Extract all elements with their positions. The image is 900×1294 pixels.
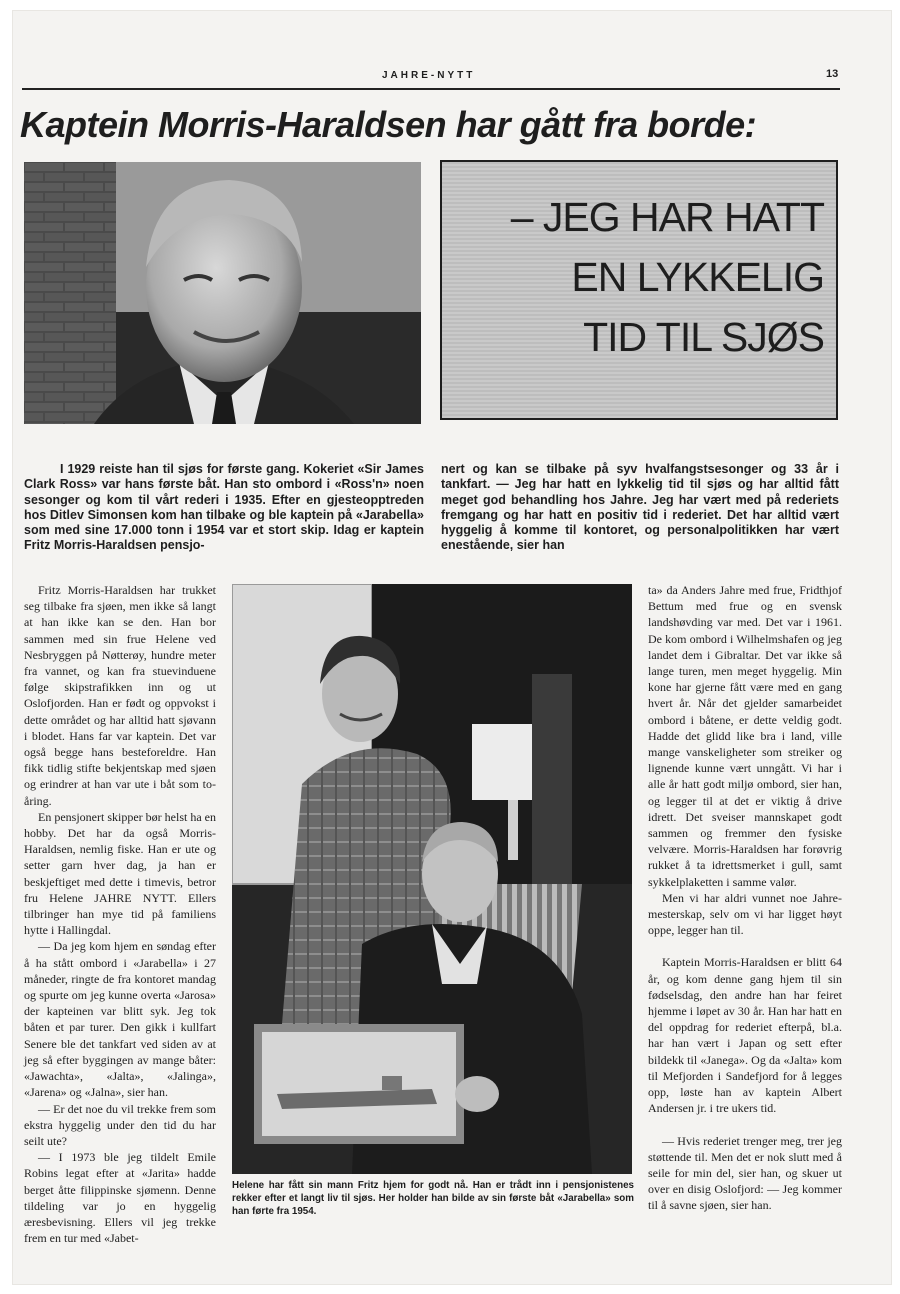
- body-paragraph: — I 1973 ble jeg tildelt Emile Robins legat efter at «Jarita» hadde berget åtte filippinske sjømenn. Denne tildeling var jo en hyggelig æresbevisning. Ellers vil jeg trekke frem en tur med «Jabet-: [24, 1150, 216, 1246]
- paragraph-gap: [648, 938, 842, 954]
- body-paragraph: — Da jeg kom hjem en søndag efter å ha stått ombord i «Jarabella» i 27 måneder, ringte de fra kontoret mandag og spurte om jeg kunne overta «Jarosa» der kapteinen var blitt syk. Jeg tok båten et par turer. Den gikk i kullfart Senere ble det tankfart ved siden av at jeg så efter byggingen av mange båter: «Jawachta», «Jalta», «Jalinga», «Jarena» og «Jalna», sier han.: [24, 939, 216, 1100]
- body-paragraph: — Hvis rederiet trenger meg, trer jeg støttende til. Men det er nok slutt med å seile for min del, sier han, og skuer ut over en disig Oslofjord: — Jeg kommer til å savne sjøen, sier han.: [648, 1133, 842, 1213]
- lead-paragraph-right: nert og kan se tilbake på syv hvalfangstsesonger og 33 år i tankfart. — Jeg har hatt en lykkelig tid til sjøs og har alltid fått meget god behandling hos Jahre. Jeg har vært med på rederiets fremgang og har hatt en positiv tid i rederiet. Det har alltid vært hyggelig å komme til kontoret, og personalpolitikken har vært enestående, sier han: [441, 462, 839, 553]
- body-paragraph: Fritz Morris-Haraldsen har trukket seg tilbake fra sjøen, men ikke så langt at han ikke kan se den. Han bor sammen med sin frue Helene ved Nesbryggen på Nøtterøy, hundre meter fra vannet, og kan fra stuevinduene følge skipstrafikken inn og ut Oslofjorden. Han er født og oppvokst i dette området og har alltid hatt sjøvann i blodet. Hans far var kaptein. Det var også begge hans besteforeldre. Han fikk tidlig stifte bekjentskap med sjøen og erindrer at han var ute i båt som to-åring.: [24, 583, 216, 808]
- pull-quote-line: EN LYKKELIG: [571, 254, 824, 300]
- publication-name: JAHRE-NYTT: [382, 70, 476, 81]
- lead-paragraph-left: I 1929 reiste han til sjøs for første gang. Kokeriet «Sir James Clark Ross» var hans første båt. Han sto ombord i «Ross'n» noen sesonger og kom til vårt rederi i 1935. Efter en gjesteopptreden hos Ditlev Simonsen kom han tilbake og ble kaptein på «Jarabella» som med sine 17.000 tonn i 1954 var et stort skip. Idag er kaptein Fritz Morris-Haraldsen pensjo-: [24, 462, 424, 553]
- page-number: 13: [826, 68, 839, 80]
- body-paragraph: ta» da Anders Jahre med frue, Fridthjof Bettum med frue og en svensk landshøvding var med. Det var i 1961. De kom ombord i Wilhelmshafen og jeg landet dem i Gibraltar. Det var ikke så lange turen, men meget hyggelig. Min kone har gjerne fått være med en gang hvert år. Når det gjelder samarbeidet ombord i båtene, er dette veldig godt. Hadde det glidd like bra i land, ville mange vanskeligheter som streiker og lignende kunne vært unngått. Vi har i alle år hatt godt miljø ombord, sier han, og legger til at det er viktig å drive idrett. Det sveiser mannskapet godt sammen og fremmer den fysiske velvære. Morris-Haraldsen har forøvrig rukket å ta idrettsmerket i gull, samt sykkelplaketten i samme valør.: [648, 583, 842, 889]
- couple-photo: [232, 584, 632, 1174]
- body-paragraph: Men vi har aldri vunnet noe Jahre-mesterskap, selv om vi har ligget høyt oppe, legger han til.: [648, 890, 842, 938]
- paragraph-gap: [648, 1117, 842, 1133]
- body-column-right: [648, 582, 842, 1214]
- body-paragraph: Kaptein Morris-Haraldsen er blitt 64 år, og kom denne gang hjem til sin fødselsdag, den andre han har feiret hjemme i løpet av 30 år. Han har hatt en del oppdrag for rederiet efterpå, bl.a. har han vært i Japan og sett efter bildekk til «Janega». Og da «Jalta» kom til Mefjorden i Sandefjord for å legges opp, løste han av kaptein Albert Andersen jr. i tre ukers tid.: [648, 955, 842, 1116]
- portrait-photo: [24, 162, 421, 424]
- body-column-left: [24, 582, 216, 1246]
- header-rule: [22, 88, 840, 90]
- pull-quote-line: – JEG HAR HATT: [510, 194, 824, 240]
- body-paragraph: — Er det noe du vil trekke frem som ekstra hyggelig under den tid du har seilt ute?: [24, 1101, 216, 1148]
- article-headline: Kaptein Morris-Haraldsen har gått fra borde:: [20, 104, 757, 145]
- pull-quote-line: TID TIL SJØS: [583, 314, 824, 360]
- pull-quote-box: [440, 160, 838, 420]
- body-paragraph: En pensjonert skipper bør helst ha en hobby. Det har da også Morris-Haraldsen, nemlig fiske. Han er ute og setter garn hver dag, ja han er beskjeftiget med dette i timevis, betror fru Helene JAHRE NYTT. Ellers tilbringer han mye tid på familiens hytte i Hallingdal.: [24, 809, 216, 938]
- photo-caption: Helene har fått sin mann Fritz hjem for godt nå. Han er trådt inn i pensjonistenes rekker efter et langt liv til sjøs. Her holder han bilde av sin første båt «Jarabella» som han førte fra 1954.: [232, 1180, 634, 1217]
